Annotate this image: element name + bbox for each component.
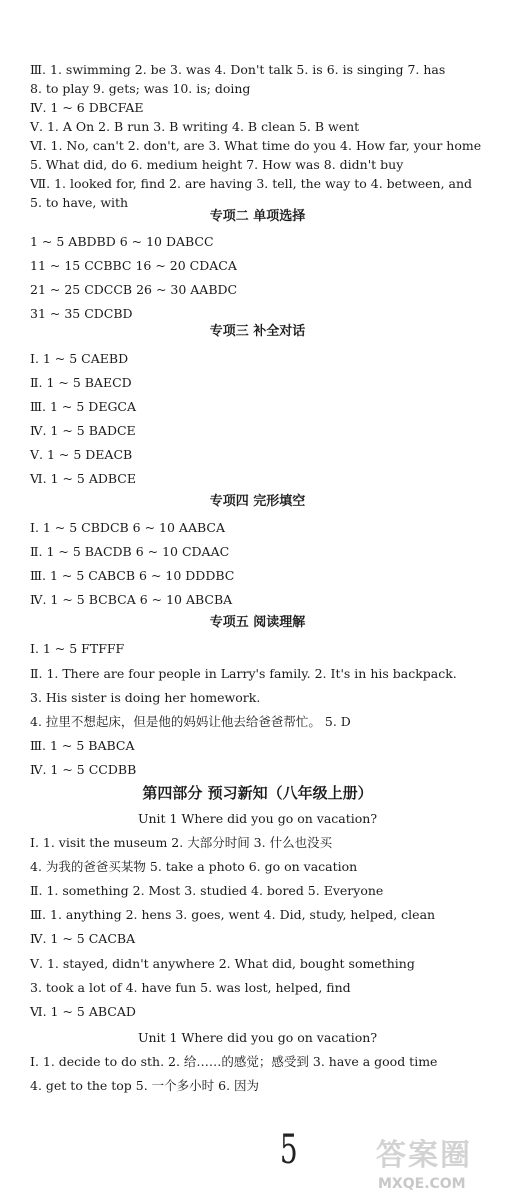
answer-line: 1 ~ 5 ABDBD 6 ~ 10 DABCC bbox=[30, 234, 214, 249]
answer-line: Ⅴ. 1. A On 2. B run 3. B writing 4. B clean 5. B went bbox=[30, 119, 360, 134]
part-heading-preview: 第四部分 预习新知（八年级上册） bbox=[142, 784, 373, 802]
answer-line: Ⅴ. 1 ~ 5 DEACB bbox=[30, 447, 133, 462]
section-heading-reading: 专项五 阅读理解 bbox=[209, 615, 306, 630]
answer-line: Ⅱ. 1. something 2. Most 3. studied 4. bored 5. Everyone bbox=[30, 883, 384, 898]
answer-line: Ⅳ. 1 ~ 5 CACBA bbox=[30, 931, 136, 946]
section-heading-single-choice: 专项二 单项选择 bbox=[209, 209, 306, 224]
answer-line: 5. What did, do 6. medium height 7. How was 8. didn't buy bbox=[30, 157, 404, 172]
answer-line: Ⅳ. 1 ~ 5 CCDBB bbox=[30, 762, 137, 777]
watermark-logo bbox=[368, 1138, 508, 1196]
answer-line: 4. 为我的爸爸买某物 5. take a photo 6. go on vacation bbox=[30, 859, 358, 874]
answer-line: 4. 拉里不想起床，但是他的妈妈让他去给爸爸帮忙。 5. D bbox=[30, 714, 351, 729]
section-heading-cloze: 专项四 完形填空 bbox=[209, 494, 306, 509]
answer-line: Ⅲ. 1. swimming 2. be 3. was 4. Don't talk 5. is 6. is singing 7. has bbox=[30, 62, 446, 77]
answer-line: Ⅲ. 1 ~ 5 DEGCA bbox=[30, 399, 137, 414]
answer-line: 3. took a lot of 4. have fun 5. was lost, helped, find bbox=[30, 980, 351, 995]
watermark-url: MXQE.COM bbox=[378, 1176, 466, 1192]
answer-line: Ⅲ. 1 ~ 5 BABCA bbox=[30, 738, 135, 753]
answer-line: Ⅵ. 1 ~ 5 ABCAD bbox=[30, 1004, 136, 1019]
answer-line: Ⅵ. 1 ~ 5 ADBCE bbox=[30, 471, 136, 486]
unit-title: Unit 1 Where did you go on vacation? bbox=[137, 811, 378, 826]
answer-line: Ⅵ. 1. No, can't 2. don't, are 3. What time do you 4. How far, your home bbox=[30, 138, 482, 153]
unit-title: Unit 1 Where did you go on vacation? bbox=[137, 1030, 378, 1045]
answer-line: 8. to play 9. gets; was 10. is; doing bbox=[30, 81, 251, 96]
answer-line: 3. His sister is doing her homework. bbox=[30, 690, 261, 705]
answer-line: Ⅲ. 1 ~ 5 CABCB 6 ~ 10 DDDBC bbox=[30, 568, 235, 583]
answer-line: 4. get to the top 5. 一个多小时 6. 因为 bbox=[30, 1078, 260, 1093]
page-number: 5 bbox=[279, 1127, 298, 1173]
answer-line: Ⅳ. 1 ~ 6 DBCFAE bbox=[30, 100, 144, 115]
watermark-text: 答案圈 bbox=[376, 1138, 472, 1173]
answer-line: Ⅴ. 1. stayed, didn't anywhere 2. What did, bought something bbox=[30, 956, 415, 971]
answer-line: Ⅱ. 1 ~ 5 BACDB 6 ~ 10 CDAAC bbox=[30, 544, 230, 559]
answer-line: Ⅳ. 1 ~ 5 BADCE bbox=[30, 423, 136, 438]
answer-line: Ⅲ. 1. anything 2. hens 3. goes, went 4. Did, study, helped, clean bbox=[30, 907, 436, 922]
answer-line: Ⅰ. 1 ~ 5 CBDCB 6 ~ 10 AABCA bbox=[30, 520, 225, 535]
answer-line: Ⅰ. 1 ~ 5 CAEBD bbox=[30, 351, 129, 366]
answer-line: Ⅱ. 1. There are four people in Larry's family. 2. It's in his backpack. bbox=[30, 666, 457, 681]
answer-line: Ⅶ. 1. looked for, find 2. are having 3. tell, the way to 4. between, and bbox=[30, 176, 473, 191]
answer-line: 11 ~ 15 CCBBC 16 ~ 20 CDACA bbox=[30, 258, 237, 273]
answer-line: Ⅳ. 1 ~ 5 BCBCA 6 ~ 10 ABCBA bbox=[30, 592, 233, 607]
answer-line: 21 ~ 25 CDCCB 26 ~ 30 AABDC bbox=[30, 282, 238, 297]
answer-line: 5. to have, with bbox=[30, 195, 129, 210]
answer-line: Ⅰ. 1 ~ 5 FTFFF bbox=[30, 641, 125, 656]
answer-line: Ⅱ. 1 ~ 5 BAECD bbox=[30, 375, 132, 390]
answer-line: 31 ~ 35 CDCBD bbox=[30, 306, 133, 321]
section-heading-dialogue: 专项三 补全对话 bbox=[209, 324, 306, 339]
answer-line: Ⅰ. 1. visit the museum 2. 大部分时间 3. 什么也没买 bbox=[30, 835, 333, 850]
answer-line: Ⅰ. 1. decide to do sth. 2. 给……的感觉；感受到 3. have a good time bbox=[30, 1054, 438, 1069]
